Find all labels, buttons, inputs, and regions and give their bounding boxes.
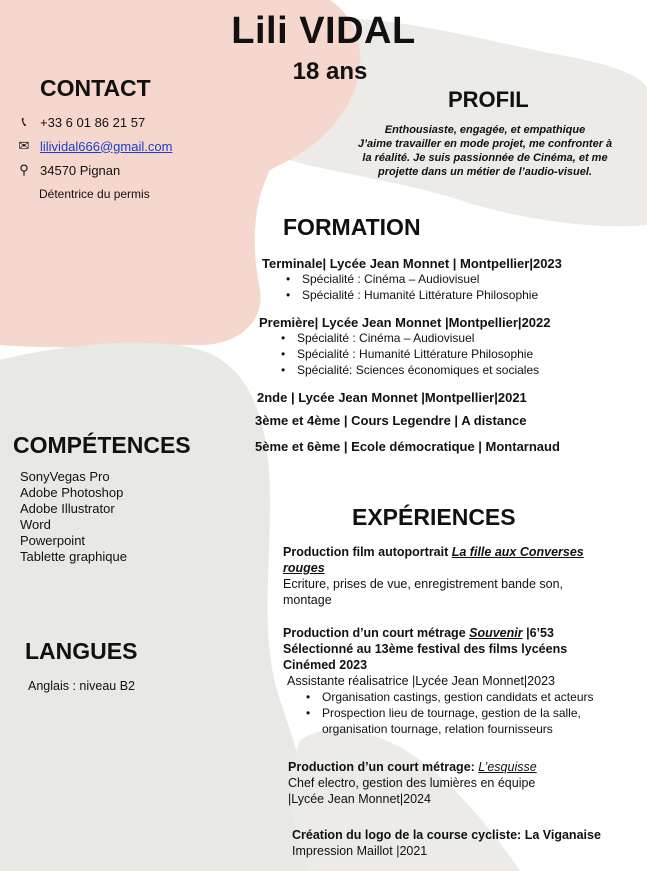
experience-title [283, 625, 633, 641]
contact-email-link[interactable]: lilividal666@gmail.com [40, 138, 173, 154]
film-title: La fille aux Converses [451, 545, 584, 559]
profil-text [330, 123, 640, 179]
skill-item: Tablette graphique [20, 549, 127, 564]
film-duration: |6’53 [522, 626, 554, 640]
contact-email-row[interactable] [14, 138, 172, 154]
experience-title-text: Production d’un court métrage [283, 626, 470, 640]
experience-selection: Sélectionné au 13ème festival des films lycéens [283, 642, 568, 656]
experience-bullet-cont: organisation tournage, relation fournisseurs [322, 722, 553, 736]
formation-item-title: 3ème et 4ème | Cours Legendre | A distance [255, 413, 527, 428]
profil-line: projette dans un métier de l’audio-visuel. [378, 166, 592, 178]
mail-icon: ✉︎ [18, 138, 30, 153]
experience-title: Création du logo de la course cycliste: La Viganaise [292, 828, 601, 842]
formation-item-title: Première| Lycée Jean Monnet |Montpellier|2022 [259, 315, 551, 330]
profil-line: la réalité. Je suis passionnée de Cinéma, et me [362, 152, 608, 164]
experience-desc: Impression Maillot |2021 [292, 844, 428, 858]
formation-heading: FORMATION [283, 214, 421, 240]
location-pin-icon: ⚲ [19, 162, 29, 177]
skill-item: SonyVegas Pro [20, 469, 110, 484]
experience-title-text: Production d’un court métrage: [288, 760, 479, 774]
experiences-heading: EXPÉRIENCES [352, 504, 516, 530]
language-item: Anglais : niveau B2 [28, 679, 136, 693]
skill-item: Word [20, 517, 51, 532]
formation-bullet: • Spécialité : Cinéma – Audiovisuel [277, 330, 639, 346]
experience-title [283, 544, 623, 560]
formation-item [262, 256, 642, 303]
competences-list [20, 469, 127, 565]
experience-desc: Ecriture, prises de vue, enregistrement bande son, [283, 577, 564, 591]
contact-heading: CONTACT [40, 75, 151, 101]
formation-item [259, 315, 639, 378]
formation-bullet: • Spécialité: Sciences économiques et sociales [277, 362, 639, 378]
skill-item: Adobe Illustrator [20, 501, 115, 516]
experience-role: Assistante réalisatrice |Lycée Jean Monnet|2023 [287, 674, 555, 688]
contact-phone: +33 6 01 86 21 57 [40, 114, 146, 130]
film-title: L’esquisse [478, 760, 537, 774]
competences-heading: COMPÉTENCES [13, 432, 191, 458]
experience-bullets [302, 689, 633, 737]
formation-bullets [277, 330, 639, 378]
contact-address: 34570 Pignan [40, 162, 121, 178]
formation-item-title: 5ème et 6ème | Ecole démocratique | Montarnaud [255, 439, 560, 454]
experience-item [288, 759, 628, 807]
film-title: Souvenir [469, 626, 523, 640]
film-title-cont: rouges [283, 561, 325, 575]
experience-desc: montage [283, 593, 332, 607]
formation-bullets [282, 271, 642, 303]
contact-phone-row [14, 114, 145, 130]
experience-item [292, 827, 642, 859]
experience-item [283, 544, 623, 608]
experience-festival: Cinémed 2023 [283, 658, 368, 672]
experience-bullet: • Prospection lieu de tournage, gestion de la salle, [302, 705, 633, 721]
formation-bullet: • Spécialité : Humanité Littérature Philosophie [282, 287, 642, 303]
formation-bullet: • Spécialité : Cinéma – Audiovisuel [282, 271, 642, 287]
formation-item-title: Terminale| Lycée Jean Monnet | Montpellier|2023 [262, 256, 562, 271]
profil-heading: PROFIL [448, 87, 529, 112]
person-name: Lili VIDAL [231, 10, 416, 52]
experience-title-text: Production film autoportrait [283, 545, 452, 559]
experience-item [283, 625, 633, 737]
contact-license: Détentrice du permis [39, 187, 150, 201]
skill-item: Adobe Photoshop [20, 485, 124, 500]
skill-item: Powerpoint [20, 533, 86, 548]
person-age: 18 ans [292, 58, 368, 85]
experience-bullet: • Organisation castings, gestion candidats et acteurs [302, 689, 633, 705]
experience-title [288, 759, 628, 775]
experience-desc: Chef electro, gestion des lumières en équipe [288, 776, 536, 790]
experience-desc: |Lycée Jean Monnet|2024 [288, 792, 431, 806]
formation-bullet: • Spécialité : Humanité Littérature Philosophie [277, 346, 639, 362]
contact-address-row [14, 162, 120, 178]
formation-item-title: 2nde | Lycée Jean Monnet |Montpellier|2021 [257, 390, 527, 405]
profil-line: Enthousiaste, engagée, et empathique [384, 124, 586, 136]
langues-heading: LANGUES [25, 638, 138, 664]
phone-icon: 📞︎ [21, 114, 27, 129]
profil-line: J’aime travailler en mode projet, me confronter à [357, 138, 613, 150]
